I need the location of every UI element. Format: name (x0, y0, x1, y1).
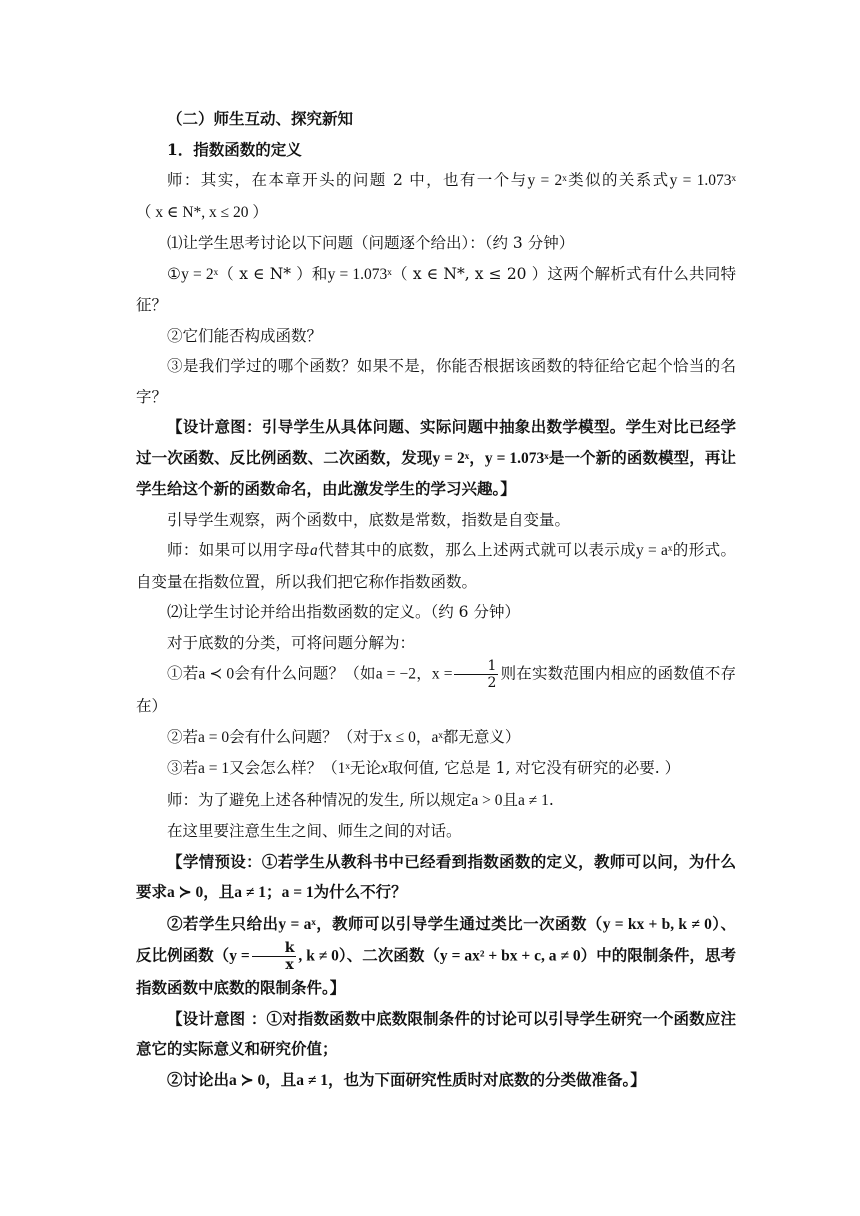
design-intent-2: 【设计意图 ：①对指数函数中底数限制条件的讨论可以引导学生研究一个函数应注意它的实际意义和研究价值； (136, 1008, 736, 1058)
formula: y = 1.073ˣ (669, 172, 736, 189)
definition-intro: ⑵让学生讨论并给出指数函数的定义。（约 6 分钟） (167, 603, 520, 621)
dialogue-note: 在这里要注意生生之间、师生之间的对话。 (167, 822, 462, 840)
formula: a = 1 (281, 884, 314, 901)
design-intent-3: ②讨论出a ≻ 0，且a ≠ 1，也为下面研究性质时对底数的分类做准备。】 (167, 1069, 646, 1089)
formula: a ≺ 0 (198, 665, 235, 683)
formula: x ≤ 0 (384, 728, 416, 746)
formula: a (310, 542, 318, 559)
formula: y = 2ˣ (527, 172, 567, 189)
formula: , k ≠ 0 (298, 947, 339, 965)
formula: a = 0 (198, 728, 230, 746)
case-1: ①若a ≺ 0会有什么问题？（如a = −2，x = $\frac{1}{2}$ 则在实数范围内相应的函数值不存在） (136, 658, 736, 715)
paragraph-teacher-1: 师：其实，在本章开头的问题 2 中，也有一个与y = 2ˣ类似的关系式y = 1.073ˣ（ x ∈ N*, x ≤ 20 ） (136, 171, 736, 221)
formula: a = 1 (198, 760, 230, 777)
design-intent-1: 【设计意图：引导学生从具体问题、实际问题中抽象出数学模型。学生对比已经学过一次函数、反比例函数、二次函数，发现y = 2ˣ，y = 1.073ˣ是一个新的函数模型，再让学生给这个新的函数命名，由此激发学生的学习兴趣。】 (136, 417, 736, 498)
formula: y = 2ˣ (181, 265, 219, 283)
formula: x (380, 760, 388, 777)
questions-intro: ⑴让学生思考讨论以下问题（问题逐个给出）：（约 3 分钟） (167, 234, 575, 252)
formula: （ x ∈ N*, x ≤ 20 ） (136, 203, 268, 221)
question-1: ①y = 2ˣ（ x ∈ N* ）和y = 1.073ˣ（ x ∈ N*, x ≤ 20 ）这两个解析式有什么共同特征？ (136, 264, 736, 314)
formula: y = 2ˣ (432, 449, 470, 467)
formula: y = ax² + bx + c, a ≠ 0 (439, 947, 581, 965)
formula: a ≠ 1 (518, 791, 549, 809)
fraction: $\frac{k}{x}$ (252, 940, 297, 973)
formula: a ≻ 0 (229, 1071, 266, 1089)
formula: aˣ (431, 728, 443, 746)
formula: a ≻ 0 (167, 884, 204, 901)
formula: a = −2 (375, 665, 416, 683)
formula: y = 1.073ˣ (484, 449, 549, 467)
formula: y = aˣ (636, 542, 673, 559)
case-3: ③若a = 1又会怎么样？（1ˣ无论x取何值, 它总是 1, 对它没有研究的必要. ） (167, 759, 681, 777)
observation: 引导学生观察，两个函数中，底数是常数，指数是自变量。 (167, 510, 571, 529)
case-2: ②若a = 0会有什么问题？（对于x ≤ 0，aˣ都无意义） (167, 727, 521, 746)
formula: a > 0 (471, 791, 503, 809)
question-3: ③是我们学过的哪个函数？如果不是，你能否根据该函数的特征给它起个恰当的名字？ (136, 357, 736, 406)
paragraph-teacher-2: 师：如果可以用字母a代替其中的底数，那么上述两式就可以表示成y = aˣ的形式。自变量在指数位置，所以我们把它称作指数函数。 (136, 541, 736, 591)
formula: y = 1.073ˣ (327, 265, 392, 283)
learning-preset-1: 【学情预设：①若学生从教科书中已经看到指数函数的定义，教师可以问，为什么要求a ≻ 0，且a ≠ 1；a = 1为什么不行？ (136, 851, 736, 901)
formula: a ≠ 1 (234, 884, 267, 901)
paragraph-teacher-3: 师：为了避免上述各种情况的发生, 所以规定a > 0且a ≠ 1. (167, 790, 554, 809)
formula: y = kx + b, k ≠ 0 (602, 915, 712, 933)
classification-intro: 对于底数的分类，可将问题分解为： (167, 633, 416, 652)
formula: a ≠ 1 (296, 1071, 329, 1089)
question-2: ②它们能否构成函数？ (167, 326, 323, 345)
learning-preset-2: ②若学生只给出y = aˣ，教师可以引导学生通过类比一次函数（y = kx + b, k ≠ 0）、反比例函数（y = $\frac{k}{x}$ , k ≠ 0）、二次函数（y = ax² + bx + c, a ≠ 0）中的限制条件，思考指数函数中底数的限制条件。】 (136, 913, 736, 997)
fraction: $\frac{1}{2}$ (454, 658, 498, 691)
formula: x = (431, 665, 453, 683)
formula: y = aˣ (278, 915, 316, 933)
formula: y = (229, 947, 250, 965)
document-body (136, 104, 736, 1096)
subheading: 1．指数函数的定义 (167, 139, 302, 159)
formula: 1ˣ (337, 760, 350, 777)
section-heading: （二）师生互动、探究新知 (167, 109, 354, 128)
